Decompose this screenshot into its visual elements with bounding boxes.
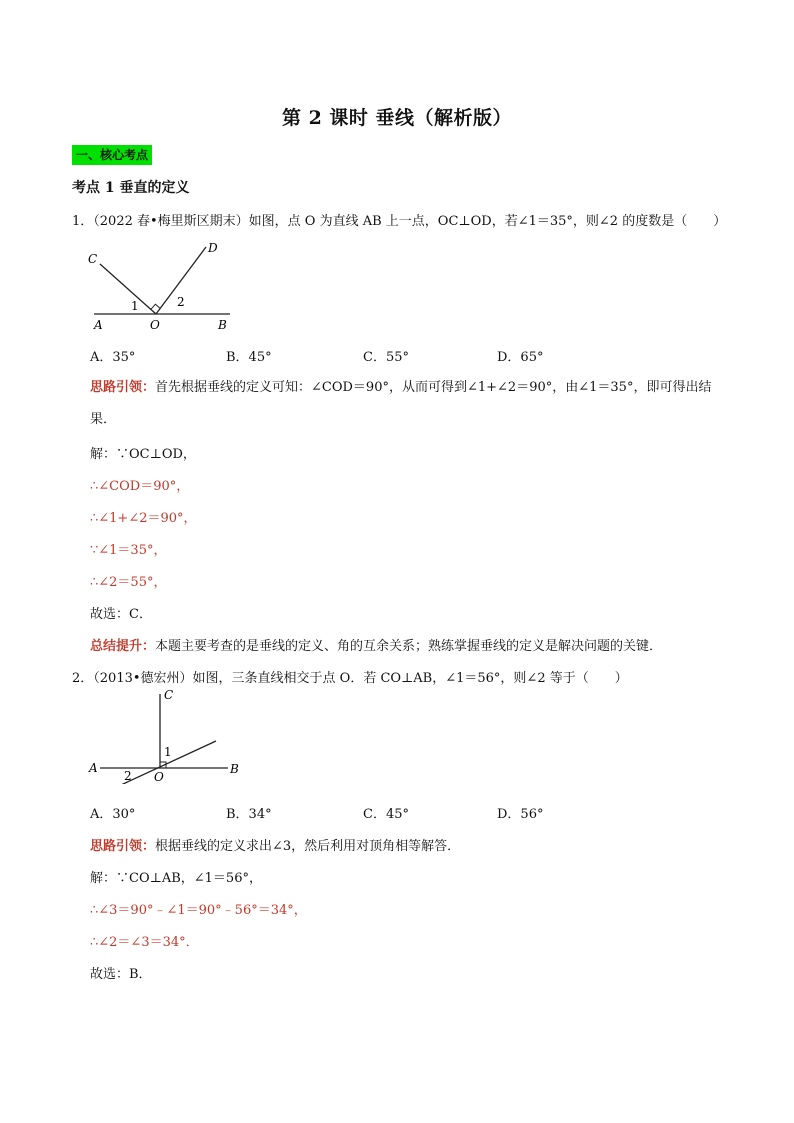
kaodian-heading: 考点 1 垂直的定义 bbox=[72, 180, 190, 196]
q2-solution-line: 故选：B． bbox=[90, 967, 152, 982]
q2-solution-line: 解：∵CO⊥AB，∠1＝56°， bbox=[90, 871, 262, 886]
q1-label-b: B bbox=[218, 318, 227, 332]
q1-summary bbox=[90, 635, 662, 654]
q1-solution-line: ∴∠COD＝90°， bbox=[90, 479, 190, 494]
q2-hint-text: 根据垂线的定义求出∠3，然后利用对顶角相等解答． bbox=[155, 839, 461, 854]
q1-hint-text: 首先根据垂线的定义可知：∠COD＝90°，从而可得到∠1+∠2＝90°，由∠1＝35°，即可得出结果． bbox=[90, 380, 712, 427]
q1-ray-oc bbox=[100, 264, 156, 314]
q1-solution-line: ∵∠1＝35°， bbox=[90, 543, 167, 558]
q1-label-a: A bbox=[94, 318, 103, 332]
q2-stem: 2．（2013•德宏州）如图，三条直线相交于点 O．若 CO⊥AB，∠1＝56°，则∠2 等于（ ） bbox=[72, 671, 628, 686]
q2-label-angle2: 2 bbox=[124, 769, 132, 783]
q2-label-a: A bbox=[89, 761, 98, 775]
q1-solution-line: 解：∵OC⊥OD， bbox=[90, 447, 196, 462]
q1-solution-line: ∴∠1+∠2＝90°， bbox=[90, 511, 197, 526]
q1-hint bbox=[90, 372, 730, 436]
q2-solution-line: ∴∠3＝90°﹣∠1＝90°﹣56°＝34°， bbox=[90, 903, 307, 918]
q1-solution-line: 故选：C． bbox=[90, 607, 152, 622]
page-title: 第 2 课时 垂线（解析版） bbox=[281, 107, 513, 129]
q2-label-c: C bbox=[164, 688, 174, 702]
q2-label-b: B bbox=[230, 762, 239, 776]
q1-label-o: O bbox=[150, 318, 160, 332]
q2-label-o: O bbox=[154, 770, 164, 784]
q1-label-angle1: 1 bbox=[131, 299, 139, 313]
q1-hint-label: 思路引领： bbox=[90, 380, 156, 395]
q2-option-b: B．34° bbox=[226, 807, 272, 822]
q1-option-c: C．55° bbox=[363, 350, 409, 365]
q2-hint bbox=[90, 835, 460, 854]
q2-option-d: D．56° bbox=[497, 807, 544, 822]
q1-figure bbox=[84, 236, 244, 336]
q2-solution-line: ∴∠2＝∠3＝34°． bbox=[90, 935, 199, 950]
q2-hint-label: 思路引领： bbox=[90, 839, 156, 854]
q1-stem: 1．（2022 春•梅里斯区期末）如图，点 O 为直线 AB 上一点，OC⊥OD，若∠1＝35°，则∠2 的度数是（ ） bbox=[72, 214, 727, 229]
q2-figure bbox=[84, 684, 254, 784]
q1-option-b: B．45° bbox=[226, 350, 272, 365]
q2-label-angle1: 1 bbox=[164, 745, 172, 759]
q1-solution-line: ∴∠2＝55°， bbox=[90, 575, 167, 590]
q1-summary-label: 总结提升： bbox=[90, 639, 156, 654]
q1-option-d: D．65° bbox=[497, 350, 544, 365]
q1-label-angle2: 2 bbox=[177, 295, 185, 309]
q1-label-c: C bbox=[88, 252, 98, 266]
q1-summary-text: 本题主要考查的是垂线的定义、角的互余关系；熟练掌握垂线的定义是解决问题的关键． bbox=[155, 639, 663, 654]
section-tag: 一、核心考点 bbox=[72, 145, 152, 165]
q2-option-c: C．45° bbox=[363, 807, 409, 822]
q2-option-a: A．30° bbox=[90, 807, 136, 822]
q1-label-d: D bbox=[208, 241, 218, 255]
q1-right-angle-mark bbox=[151, 304, 161, 309]
q1-option-a: A．35° bbox=[90, 350, 136, 365]
